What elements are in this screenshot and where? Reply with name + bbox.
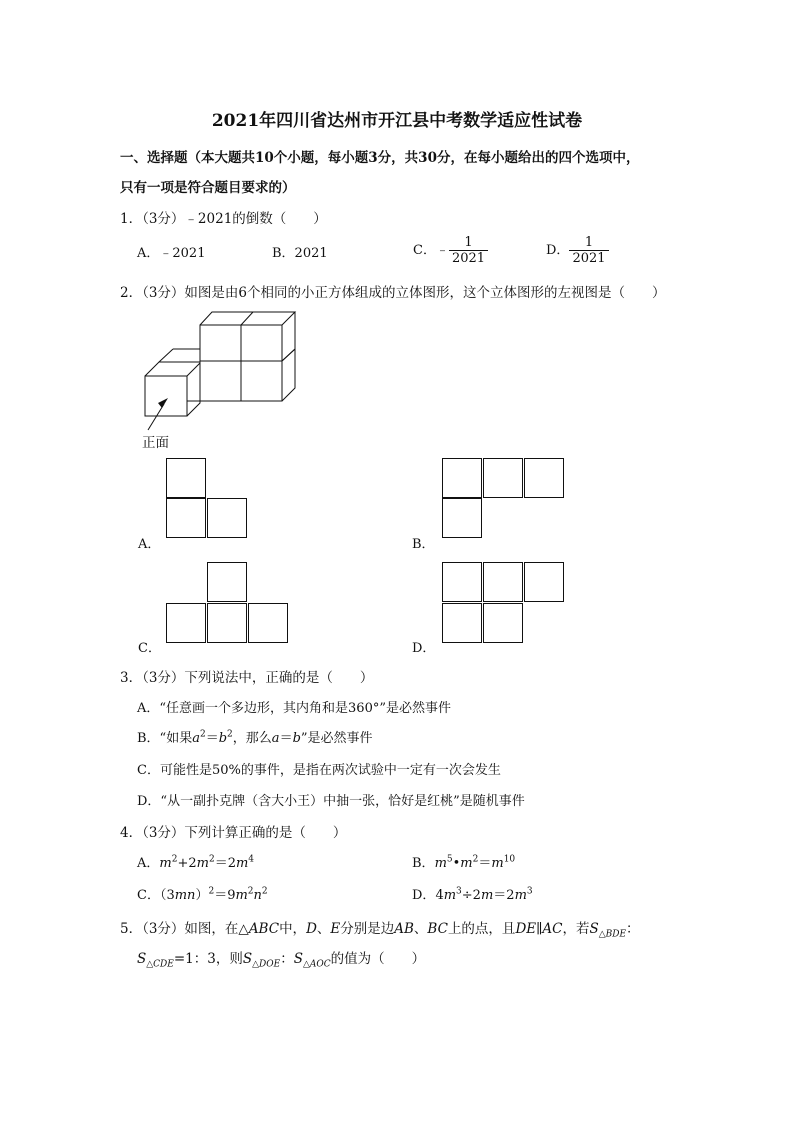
grid-cell (483, 562, 523, 602)
q3-option-c: C．可能性是50%的事件，是指在两次试验中一定有一次会发生 (137, 763, 501, 778)
fraction-numerator: 1 (584, 235, 594, 250)
q1-option-d-fraction (569, 235, 608, 266)
grid-cell (166, 458, 206, 498)
grid-cell (207, 562, 247, 602)
q2-option-d-label: D． (412, 641, 436, 656)
grid-cell (442, 562, 482, 602)
q1-option-b: B．2021 (272, 246, 328, 261)
q5-line1: 5．（3分）如图，在△ABC中，D、E分别是边AB、BC上的点，且DE∥AC，若$S_{\triangle BDE}$： (120, 921, 640, 940)
option-label: A． (137, 856, 160, 871)
page-title: 2021年四川省达州市开江县中考数学适应性试卷 (211, 111, 583, 131)
grid-cell (524, 562, 564, 602)
q2-stem: 2．（3分）如图是由6个相同的小正方体组成的立体图形，这个立体图形的左视图是（ ） (120, 285, 666, 301)
q2-option-a-label: A． (138, 537, 161, 552)
q5-line2: $S_{\triangle CDE}=1$：3，则$S_{\triangle DOE}$：$S_{\triangle AOC}$的值为（ ） (137, 951, 426, 970)
q5-text: 中， (279, 921, 307, 937)
q2-option-c-label: C． (138, 641, 161, 656)
q2-option-b-label: B． (412, 537, 435, 552)
q5-text: 的值为（ ） (330, 951, 426, 967)
q1-option-d-prefix: D． (546, 243, 570, 258)
q3-option-d: D．“从一副扑克牌（含大小王）中抽一张，恰好是红桃”是随机事件 (137, 794, 525, 809)
grid-cell (524, 458, 564, 498)
grid-cell (207, 498, 247, 538)
q5-text: 分别是边 (340, 921, 395, 937)
fraction-numerator: 1 (464, 235, 473, 250)
q1-option-d (546, 235, 609, 266)
grid-cell (248, 603, 288, 643)
q5-text: =1：3，则 (173, 951, 243, 967)
fraction-denominator: 2021 (449, 250, 488, 266)
grid-cell (483, 603, 523, 643)
q3-option-b: B．“如果$a^2=b^2$，那么a＝b”是必然事件 (137, 729, 373, 746)
grid-cell (442, 458, 482, 498)
q1-option-c (413, 235, 488, 266)
grid-cell (442, 603, 482, 643)
q1-option-c-prefix: C．﹣ (413, 243, 449, 258)
option-label: D． (412, 888, 436, 903)
grid-cell (442, 498, 482, 538)
q3-option-a: A．“任意画一个多边形，其内角和是360°”是必然事件 (137, 701, 451, 716)
q5-text: 上的点，且 (447, 921, 516, 937)
front-label: 正面 (142, 435, 169, 451)
cube-stack-figure (138, 306, 308, 446)
option-label: C． (137, 888, 160, 903)
q4-option-b: B．$m^5•m^2=m^{10}$ (412, 854, 516, 871)
q5-text: ，若 (562, 921, 590, 937)
grid-cell (166, 498, 206, 538)
q3-stem: 3．（3分）下列说法中，正确的是（ ） (120, 670, 374, 686)
q4-stem: 4．（3分）下列计算正确的是（ ） (120, 825, 347, 841)
grid-cell (483, 458, 523, 498)
q1-stem: 1．（3分）﹣2021的倒数（ ） (120, 211, 327, 227)
q4-option-d: D．$4m^3\div 2m=2m^3$ (412, 886, 533, 903)
q3-option-b-text-end: ”是必然事件 (300, 731, 373, 746)
option-label: B． (412, 856, 435, 871)
q3-option-b-text-mid: ，那么 (232, 731, 272, 746)
q1-option-a: A．﹣2021 (137, 246, 206, 261)
q4-option-c: C．$(3mn)^2=9m^2n^2$ (137, 886, 268, 903)
fraction-denominator: 2021 (569, 250, 608, 266)
grid-cell (207, 603, 247, 643)
q1-option-c-fraction (449, 235, 488, 266)
grid-cell (166, 603, 206, 643)
section-header-line1: 一、选择题（本大题共10个小题，每小题3分，共30分，在每小题给出的四个选项中， (120, 150, 640, 166)
q3-option-b-text: B．“如果 (137, 731, 193, 746)
section-header-line2: 只有一项是符合题目要求的） (120, 180, 296, 196)
q5-text: 5．（3分）如图，在△ (120, 921, 249, 937)
q4-option-a: A．$m^2+2m^2=2m^4$ (137, 854, 255, 871)
